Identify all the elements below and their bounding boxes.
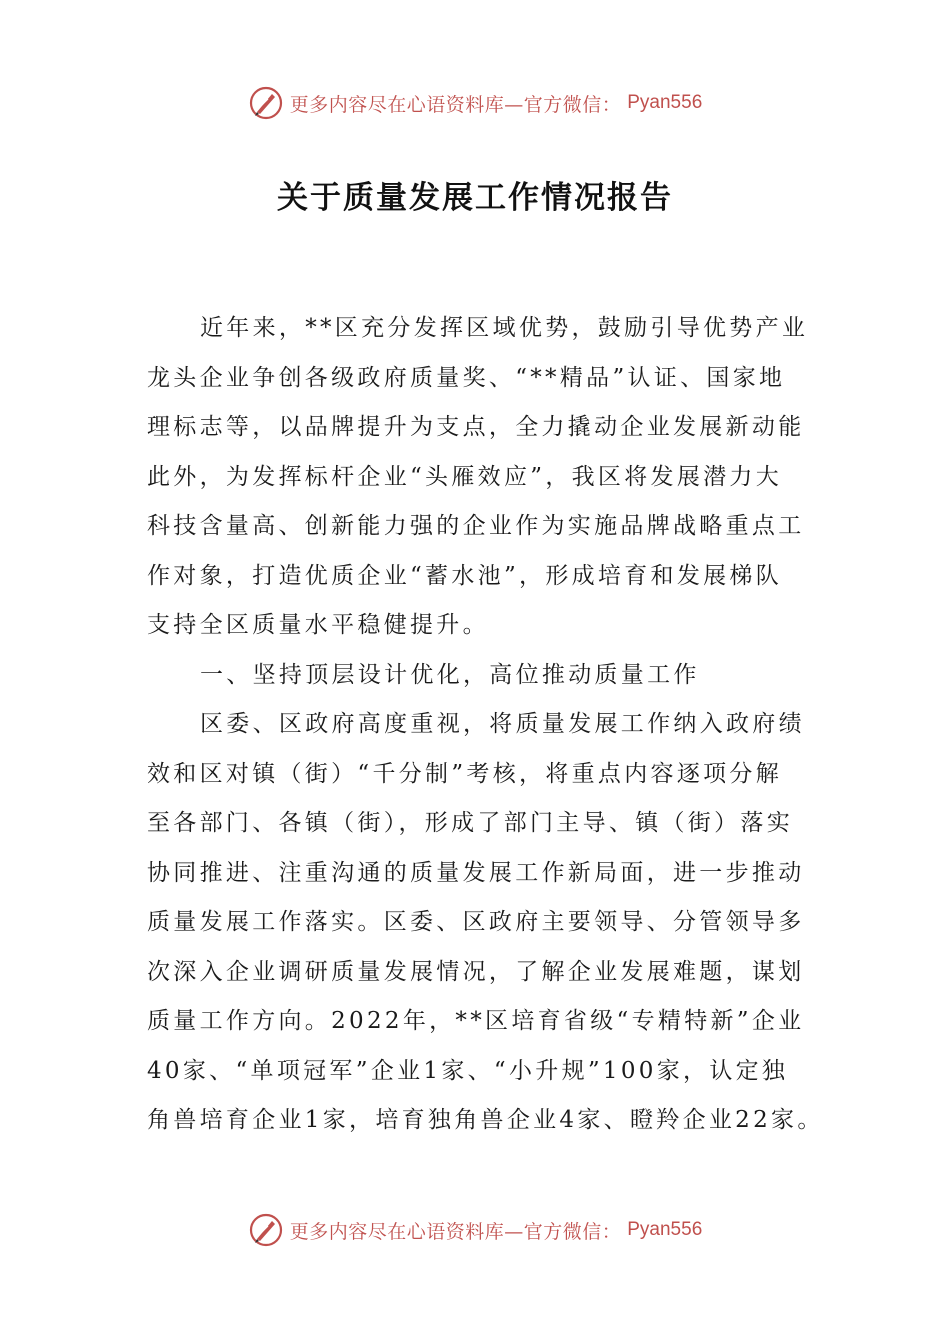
banner-wechat-id: Pyan556 <box>627 1219 703 1240</box>
quill-pen-logo-icon <box>248 85 284 121</box>
header-banner <box>0 83 950 123</box>
banner-text: 更多内容尽在心语资料库—官方微信： <box>289 1220 622 1243</box>
banner-wechat-id: Pyan556 <box>627 92 703 113</box>
text-line: 效和区对镇（街）“千分制”考核，将重点内容逐项分解 <box>147 760 783 787</box>
text-line: 此外，为发挥标杆企业“头雁效应”，我区将发展潜力大 <box>147 463 783 490</box>
text-line: 作对象，打造优质企业“蓄水池”，形成培育和发展梯队 <box>147 562 783 589</box>
text-line: 支持全区质量水平稳健提升。 <box>147 612 489 638</box>
text-line: 角兽培育企业1家，培育独角兽企业4家、瞪羚企业22家。 <box>147 1107 824 1133</box>
document-body <box>147 304 824 1146</box>
banner-text: 更多内容尽在心语资料库—官方微信： <box>289 93 622 116</box>
text-line: 近年来，**区充分发挥区域优势，鼓励引导优势产业 <box>200 315 809 341</box>
text-line: 次深入企业调研质量发展情况，了解企业发展难题，谋划 <box>147 958 805 985</box>
quill-pen-logo-icon <box>248 1212 284 1248</box>
text-line: 协同推进、注重沟通的质量发展工作新局面，进一步推动 <box>147 859 805 886</box>
footer-banner <box>0 1210 950 1250</box>
document-title: 关于质量发展工作情况报告 <box>277 180 673 216</box>
text-line: 质量发展工作落实。区委、区政府主要领导、分管领导多 <box>147 909 805 935</box>
text-line: 理标志等，以品牌提升为支点，全力撬动企业发展新动能 <box>147 414 805 440</box>
section-heading: 一、坚持顶层设计优化，高位推动质量工作 <box>200 661 700 688</box>
text-line: 至各部门、各镇（街），形成了部门主导、镇（街）落实 <box>147 810 793 836</box>
text-line: 40家、“单项冠军”企业1家、“小升规”100家，认定独 <box>147 1057 789 1084</box>
text-line: 龙头企业争创各级政府质量奖、“**精品”认证、国家地 <box>147 364 786 391</box>
text-line: 质量工作方向。2022年，**区培育省级“专精特新”企业 <box>147 1008 805 1034</box>
text-line: 科技含量高、创新能力强的企业作为实施品牌战略重点工 <box>147 513 805 539</box>
text-line: 区委、区政府高度重视，将质量发展工作纳入政府绩 <box>200 711 805 737</box>
